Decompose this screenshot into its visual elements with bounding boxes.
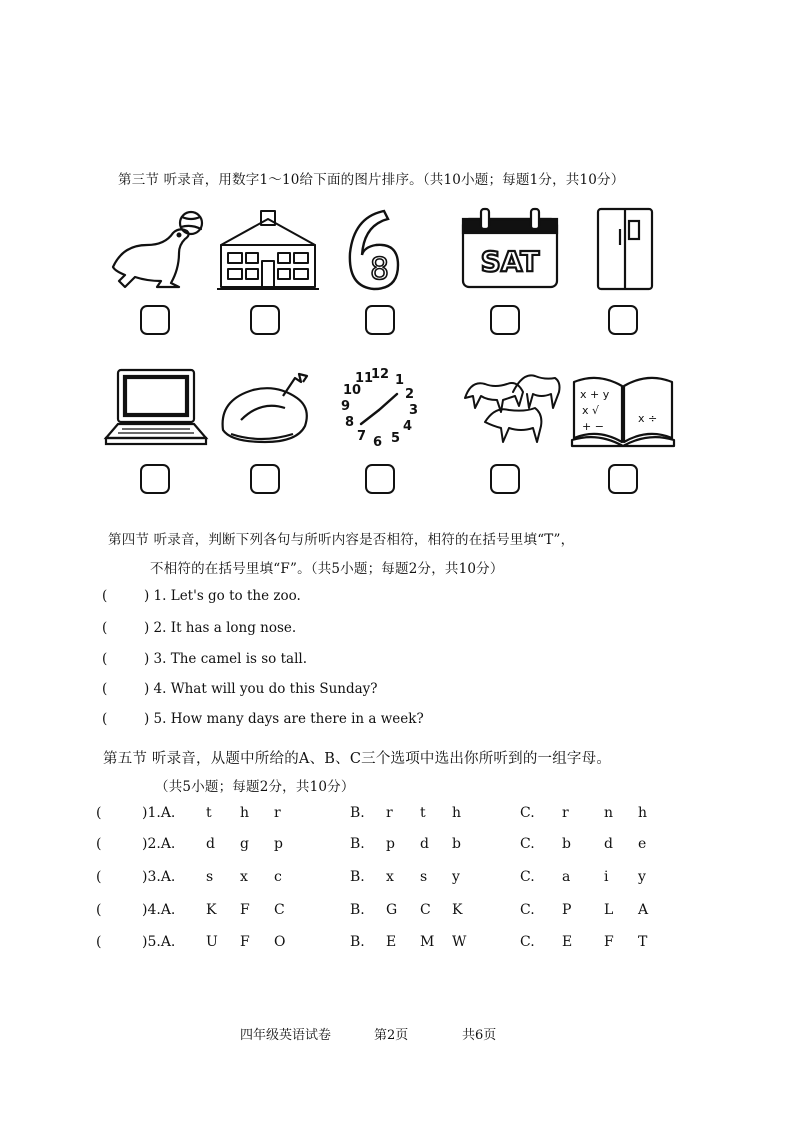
math-book-icon — [568, 362, 678, 452]
answer-paren[interactable]: ( — [102, 651, 108, 667]
clock-number: 7 — [357, 429, 367, 444]
option-b-letter: E — [386, 934, 397, 950]
option-b-letter: G — [386, 902, 398, 918]
question-text: ) 4. What will you do this Sunday? — [144, 681, 378, 697]
option-a-letter: c — [274, 869, 282, 885]
answer-paren[interactable]: ( — [96, 902, 102, 918]
option-c-letter: T — [638, 934, 648, 950]
option-c-letter: y — [638, 869, 646, 885]
tf-question-3[interactable] — [102, 651, 307, 667]
option-c-label: C. — [520, 934, 535, 950]
horses-icon — [455, 362, 565, 452]
tf-question-5[interactable] — [102, 711, 424, 727]
answer-paren[interactable]: ( — [96, 836, 102, 852]
option-c-letter: e — [638, 836, 647, 852]
refrigerator-icon — [568, 205, 678, 295]
answer-box-5[interactable] — [608, 305, 638, 335]
option-b-letter: h — [452, 805, 462, 821]
option-b-letter: t — [420, 805, 426, 821]
answer-paren[interactable]: ( — [96, 805, 102, 821]
letter-question-2[interactable] — [96, 836, 696, 856]
tf-question-2[interactable] — [102, 620, 296, 636]
option-b-letter: b — [452, 836, 461, 852]
letter-question-4[interactable] — [96, 902, 696, 922]
section3-title: 第三节 听录音，用数字1～10给下面的图片排序。（共10小题；每题1分，共10分） — [118, 172, 625, 188]
option-b-letter: K — [452, 902, 463, 918]
question-text: ) 1. Let's go to the zoo. — [144, 588, 301, 604]
option-b-label: B. — [350, 934, 365, 950]
option-a-letter: d — [206, 836, 215, 852]
number-six-eight-icon — [322, 205, 432, 295]
library-building-icon — [213, 205, 323, 295]
answer-box-10[interactable] — [608, 464, 638, 494]
option-c-letter: h — [638, 805, 648, 821]
answer-box-9[interactable] — [490, 464, 520, 494]
option-b-letter: x — [386, 869, 394, 885]
option-c-letter: F — [604, 934, 614, 950]
option-b-letter: C — [420, 902, 431, 918]
question-text: ) 5. How many days are there in a week? — [144, 711, 424, 727]
option-a-letter: K — [206, 902, 217, 918]
footer-exam-name: 四年级英语试卷 — [240, 1028, 332, 1043]
option-b-label: B. — [350, 869, 365, 885]
answer-paren[interactable]: ( — [102, 620, 108, 636]
option-b-label: B. — [350, 836, 365, 852]
clock-number: 9 — [341, 399, 351, 414]
option-c-letter: d — [604, 836, 613, 852]
section5-title-line2: （共5小题；每题2分，共10分） — [155, 779, 355, 795]
calendar-day-text: SAT — [480, 245, 540, 278]
clock-number: 1 — [395, 373, 405, 388]
section4-title-line2: 不相符的在括号里填“F”。（共5小题；每题2分，共10分） — [150, 561, 504, 577]
answer-paren[interactable]: ( — [96, 934, 102, 950]
option-b-letter: W — [452, 934, 467, 950]
option-a-letter: p — [274, 836, 283, 852]
option-b-letter: d — [420, 836, 429, 852]
option-c-letter: n — [604, 805, 614, 821]
clock-number: 11 — [355, 371, 374, 386]
letter-question-3[interactable] — [96, 869, 696, 889]
option-a-letter: g — [240, 836, 249, 852]
option-c-letter: L — [604, 902, 614, 918]
option-a-letter: U — [206, 934, 218, 950]
calendar-sat-icon — [455, 205, 565, 295]
option-b-label: B. — [350, 805, 365, 821]
question-number-option-a: )3.A. — [142, 869, 176, 885]
option-a-letter: s — [206, 869, 214, 885]
option-c-letter: i — [604, 869, 609, 885]
question-text: ) 3. The camel is so tall. — [144, 651, 308, 667]
option-a-letter: C — [274, 902, 285, 918]
option-b-letter: y — [452, 869, 460, 885]
option-c-letter: A — [638, 902, 649, 918]
clock-face-icon — [325, 362, 435, 452]
option-c-letter: a — [562, 869, 571, 885]
roast-chicken-icon — [213, 362, 323, 452]
clock-number: 3 — [409, 403, 419, 418]
book-text: x √ — [582, 404, 600, 417]
book-text: x ÷ — [638, 412, 658, 425]
option-a-letter: F — [240, 934, 250, 950]
answer-box-1[interactable] — [140, 305, 170, 335]
option-b-label: B. — [350, 902, 365, 918]
clock-number: 6 — [373, 435, 383, 450]
clock-number: 5 — [391, 431, 401, 446]
option-c-label: C. — [520, 836, 535, 852]
option-c-letter: r — [562, 805, 569, 821]
option-a-letter: t — [206, 805, 212, 821]
option-c-label: C. — [520, 869, 535, 885]
question-number-option-a: )1.A. — [142, 805, 176, 821]
answer-paren[interactable]: ( — [102, 681, 108, 697]
section5-title-line1: 第五节 听录音，从题中所给的A、B、C三个选项中选出你所听到的一组字母。 — [103, 751, 612, 767]
option-a-letter: O — [274, 934, 286, 950]
answer-box-4[interactable] — [490, 305, 520, 335]
answer-paren[interactable]: ( — [96, 869, 102, 885]
question-number-option-a: )5.A. — [142, 934, 176, 950]
letter-question-5[interactable] — [96, 934, 696, 954]
option-a-letter: h — [240, 805, 250, 821]
answer-paren[interactable]: ( — [102, 588, 108, 604]
footer-total-pages: 共6页 — [462, 1028, 497, 1043]
option-c-label: C. — [520, 902, 535, 918]
option-b-letter: M — [420, 934, 435, 950]
clock-number: 4 — [403, 419, 413, 434]
answer-box-7[interactable] — [250, 464, 280, 494]
section4-title-line1: 第四节 听录音，判断下列各句与所听内容是否相符，相符的在括号里填“T”， — [108, 532, 575, 548]
clock-number: 8 — [345, 415, 355, 430]
answer-box-6[interactable] — [140, 464, 170, 494]
option-a-letter: F — [240, 902, 250, 918]
option-a-letter: r — [274, 805, 281, 821]
option-c-letter: E — [562, 934, 573, 950]
answer-box-2[interactable] — [250, 305, 280, 335]
footer-page-number: 第2页 — [374, 1028, 409, 1043]
question-number-option-a: )4.A. — [142, 902, 176, 918]
tf-question-4[interactable] — [102, 681, 378, 697]
option-c-letter: P — [562, 902, 572, 918]
question-number-option-a: )2.A. — [142, 836, 176, 852]
option-c-label: C. — [520, 805, 535, 821]
book-text: + − — [582, 420, 604, 433]
option-b-letter: r — [386, 805, 393, 821]
question-text: ) 2. It has a long nose. — [144, 620, 297, 636]
letter-question-1[interactable] — [96, 805, 696, 825]
answer-box-8[interactable] — [365, 464, 395, 494]
clock-number: 2 — [405, 387, 415, 402]
seal-ball-icon — [105, 205, 215, 295]
option-a-letter: x — [240, 869, 248, 885]
option-b-letter: p — [386, 836, 395, 852]
option-c-letter: b — [562, 836, 571, 852]
answer-box-3[interactable] — [365, 305, 395, 335]
option-b-letter: s — [420, 869, 428, 885]
clock-number: 10 — [343, 383, 362, 398]
book-text: x + y — [580, 388, 610, 401]
tf-question-1[interactable] — [102, 588, 301, 604]
laptop-icon — [100, 362, 210, 452]
svg-text:8: 8 — [370, 252, 390, 287]
answer-paren[interactable]: ( — [102, 711, 108, 727]
clock-number: 12 — [371, 367, 390, 382]
